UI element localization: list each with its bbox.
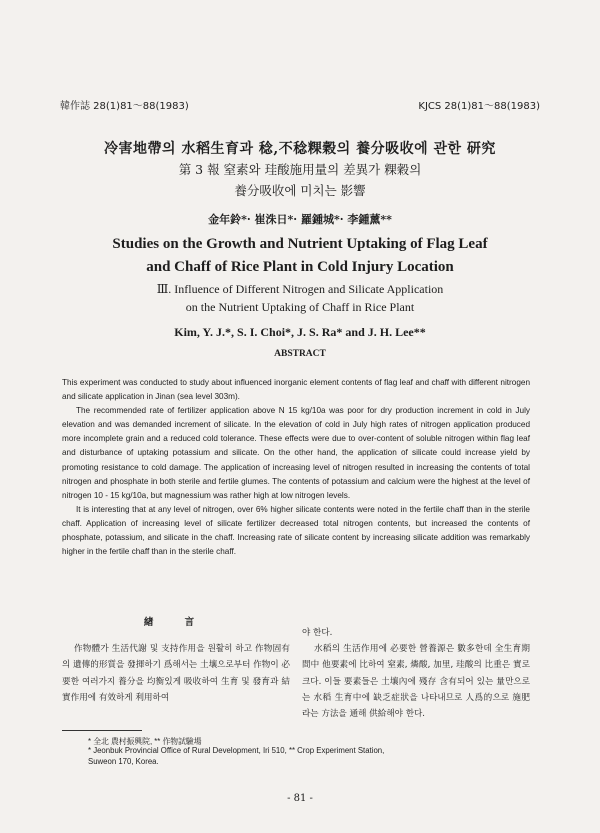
body-paragraph: 야 한다. (302, 628, 333, 638)
body-right-column (302, 625, 530, 722)
footnote-divider (62, 730, 142, 731)
korean-title: 冷害地帶의 水稻生育과 稔,不稔粿穀의 養分吸收에 관한 研究 (104, 141, 496, 157)
page-number: - 81 - (287, 793, 313, 804)
abstract-body (62, 376, 530, 559)
abstract-paragraph: The recommended rate of fertilizer application above N 15 kg/10a was poor for dry production increment in cold in July elevation and was demanded increment of silicate. In the elevation of cold in July high rates of nitrogen application produced more incomplete grain and a reduced cold tolerance. These effects were due to over-content of soluble nitrogen within flag leaf and disturbance of uptaking potassium and silicate. On the other hand, the application of silicate could increase yield by promoting resistance to cold damage. The application of increasing level of nitrogen resulted in increasing the contents of total nitrogen and phosphate in both sterile and fertile glumes. The contents of potassium and calcium were the highest at the level of nitrogen 10 - 15 kg/10a, but magnessium was rather high at low nitrogen levels. (62, 406, 530, 500)
english-title-line2: and Chaff of Rice Plant in Cold Injury Location (146, 259, 454, 275)
english-authors: Kim, Y. J.*, S. I. Choi*, J. S. Ra* and J. H. Lee** (174, 325, 426, 339)
abstract-paragraph: It is interesting that at any level of nitrogen, over 6% higher silicate contents were noted in the fertile chaff than in the sterile chaff. Application of increasing level of silicate fertilizer decreased total nitrogen contents, but increased the contents of phosphate, potassium, and silicate in the chaff. Increasing rate of silicate content by increasing silicate addition was remarkably higher in the fertile chaff than in the sterile chaff. (62, 504, 530, 557)
body-paragraph: 水稻의 生活作用에 必要한 營養源은 數多한데 全生育期間中 他要素에 比하여 窒素, 燐酸, 加里, 珪酸의 比重은 實로 크다. 이들 要素들은 土壤內에 殘存 含有되어 있는 量만으로는 水稻 生育中에 缺乏症狀을 나타내므로 人爲的으로 施肥라는 方法을 通해 供給해야 한다. (302, 644, 530, 720)
english-title-line1: Studies on the Growth and Nutrient Uptaking of Flag Leaf (112, 236, 488, 252)
english-subtitle-line2: on the Nutrient Uptaking of Chaff in Rice Plant (185, 300, 415, 314)
footnote-korean-affiliation: * 全北 農村振興院, ** 作物試驗場 (88, 737, 202, 746)
korean-authors: 金年鈴*· 崔洙日*· 羅鍾城*· 李鍾薰** (208, 213, 392, 226)
english-subtitle-line1: Ⅲ. Influence of Different Nitrogen and Silicate Application (156, 282, 444, 296)
body-left-column (62, 615, 290, 706)
korean-subtitle-line2: 養分吸收에 미치는 影響 (234, 183, 366, 198)
abstract-heading: ABSTRACT (274, 349, 326, 359)
abstract-paragraph: This experiment was conducted to study about influenced inorganic element contents of flag leaf and chaff with different nitrogen and silicate application in Jinan (sea level 303m). (62, 378, 530, 402)
footnote-address: Suweon 170, Korea. (88, 757, 159, 766)
footnote-english-affiliation: * Jeonbuk Provincial Office of Rural Development, Iri 510, ** Crop Experiment Station, (88, 746, 385, 755)
korean-subtitle-line1: 第 3 報 窒素와 珪酸施用量의 差異가 粿穀의 (178, 162, 422, 177)
journal-citation-english: KJCS 28(1)81～88(1983) (418, 101, 540, 112)
journal-citation-korean: 韓作誌 28(1)81～88(1983) (60, 101, 189, 112)
body-paragraph: 作物體가 生活代謝 및 支持作用을 원활히 하고 作物固有의 遺傳的形質을 發揮하기 爲해서는 土壤으로부터 作物이 必要한 여러가지 養分을 均衡있게 吸收하여 生育 및 發育과 結實作用에 有效하게 利用하여 (62, 644, 290, 703)
introduction-heading: 緖 言 (143, 617, 209, 628)
